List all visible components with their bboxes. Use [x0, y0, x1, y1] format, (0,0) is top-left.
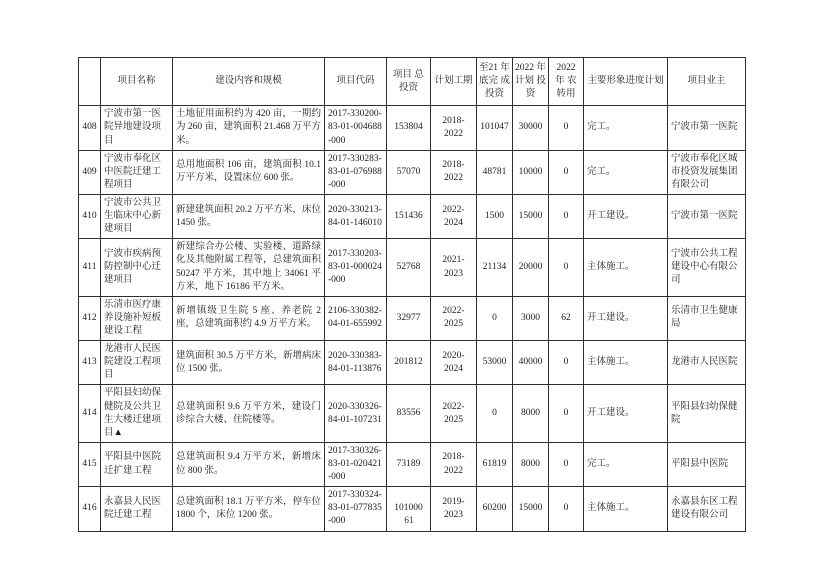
table-cell: 总建筑面积 9.6 万平方米，建设门诊综合大楼、住院楼等。: [173, 385, 325, 442]
table-cell: 龙港市人民医院建设工程项目: [101, 341, 173, 385]
table-cell: 53000: [477, 341, 513, 385]
table-row: [79, 385, 746, 442]
table-header: [79, 58, 746, 106]
header-cell: 2022 年 农转用: [549, 58, 584, 106]
table-cell: 建筑面积 30.5 万平方米，新增病床位 1500 张。: [173, 341, 325, 385]
table-cell: 2021-2023: [431, 239, 477, 296]
table-cell: 完工。: [584, 106, 668, 150]
table-cell: 新增镇级卫生院 5 座、养老院 2 座，总建筑面积约 4.9 万平方米。: [173, 296, 325, 340]
table-cell: 0: [549, 487, 584, 531]
table-cell: 61819: [477, 442, 513, 486]
table-cell: 乐清市医疗康养设施补短板建设工程: [101, 296, 173, 340]
table-row: [79, 341, 746, 385]
header-cell: 项目 总投资: [387, 58, 431, 106]
table-cell: 龙港市人民医院: [668, 341, 746, 385]
table-row: [79, 194, 746, 238]
table-cell: 408: [79, 106, 101, 150]
table-cell: 0: [477, 296, 513, 340]
table-cell: 主体施工。: [584, 487, 668, 531]
table-cell: 2017-330326-83-01-020421-000: [325, 442, 387, 486]
table-cell: 总建筑面积 9.4 万平方米，新增床位 800 张。: [173, 442, 325, 486]
table-cell: 2020-2024: [431, 341, 477, 385]
table-cell: 2017-330203-83-01-000024-000: [325, 239, 387, 296]
table-cell: 开工建设。: [584, 296, 668, 340]
table-cell: 宁波市公共卫生临床中心新建项目: [101, 194, 173, 238]
table-cell: 3000: [513, 296, 549, 340]
header-cell: 项目代码: [325, 58, 387, 106]
table-cell: 平阳县妇幼保健院: [668, 385, 746, 442]
table-cell: 201812: [387, 341, 431, 385]
header-cell: 项目业主: [668, 58, 746, 106]
table-cell: 永嘉县人民医院迁建工程: [101, 487, 173, 531]
table-row: [79, 442, 746, 486]
table-cell: 2020-330326-84-01-107231: [325, 385, 387, 442]
table-cell: 宁波市第一医院: [668, 194, 746, 238]
table-cell: 0: [477, 385, 513, 442]
table-cell: 15000: [513, 194, 549, 238]
table-cell: 完工。: [584, 442, 668, 486]
table-cell: 8000: [513, 385, 549, 442]
table-cell: 2017-330324-83-01-077835-000: [325, 487, 387, 531]
table-row: [79, 296, 746, 340]
table-cell: 57070: [387, 150, 431, 194]
table-cell: 0: [549, 106, 584, 150]
table-cell: 2022-2025: [431, 385, 477, 442]
table-cell: 101000: [387, 487, 431, 531]
page-number: 61: [404, 516, 414, 526]
table-cell: 宁波市公共工程建设中心有限公司: [668, 239, 746, 296]
table-cell: 30000: [513, 106, 549, 150]
table-cell: 73189: [387, 442, 431, 486]
table-cell: 0: [549, 341, 584, 385]
table-cell: 平阳县中医院迁扩建工程: [101, 442, 173, 486]
table-cell: 乐清市卫生健康局: [668, 296, 746, 340]
table-cell: 开工建设。: [584, 194, 668, 238]
header-cell: 主要形象进度计划: [584, 58, 668, 106]
table-body: [79, 106, 746, 531]
table-cell: 410: [79, 194, 101, 238]
table-cell: 宁波市疾病预防控制中心迁建项目: [101, 239, 173, 296]
table-cell: 2106-330382-04-01-655992: [325, 296, 387, 340]
table-cell: 主体施工。: [584, 239, 668, 296]
table-cell: 2017-330200-83-01-004688-000: [325, 106, 387, 150]
table-cell: 永嘉县东区工程建设有限公司: [668, 487, 746, 531]
table-cell: 52768: [387, 239, 431, 296]
table-cell: 10000: [513, 150, 549, 194]
table-cell: 62: [549, 296, 584, 340]
table-cell: 2022-2025: [431, 296, 477, 340]
table-cell: 101047: [477, 106, 513, 150]
table-cell: 411: [79, 239, 101, 296]
table-cell: 2020-330213-84-01-146010: [325, 194, 387, 238]
table-cell: 总建筑面积 18.1 万平方米，停车位 1800 个，床位 1200 张。: [173, 487, 325, 531]
table-cell: 0: [549, 442, 584, 486]
table-cell: 40000: [513, 341, 549, 385]
table-cell: 20000: [513, 239, 549, 296]
table-cell: 416: [79, 487, 101, 531]
table-cell: 2022-2024: [431, 194, 477, 238]
table-cell: 宁波市奉化区中医院迁建工程项目: [101, 150, 173, 194]
table-cell: 409: [79, 150, 101, 194]
table-cell: 0: [549, 239, 584, 296]
table-cell: 宁波市第一医院: [668, 106, 746, 150]
table-cell: 平阳县中医院: [668, 442, 746, 486]
header-cell: 项目名称: [101, 58, 173, 106]
table-cell: 宁波市第一医院异地建设项目: [101, 106, 173, 150]
table-cell: 21134: [477, 239, 513, 296]
table-cell: 414: [79, 385, 101, 442]
table-cell: 8000: [513, 442, 549, 486]
table-cell: 新建综合办公楼、实验楼、道路绿化及其他附属工程等，总建筑面积 50247 平方米，其中地上 34061 平方米，地下 16186 平方米。: [173, 239, 325, 296]
table-cell: 412: [79, 296, 101, 340]
table-cell: 2018-2022: [431, 442, 477, 486]
header-cell: 计划工期: [431, 58, 477, 106]
table-row: [79, 239, 746, 296]
table-cell: 415: [79, 442, 101, 486]
table-cell: 48781: [477, 150, 513, 194]
table-cell: 0: [549, 150, 584, 194]
table-cell: 主体施工。: [584, 341, 668, 385]
table-row: [79, 150, 746, 194]
table-cell: 宁波市奉化区城市投资发展集团有限公司: [668, 150, 746, 194]
table-cell: 完工。: [584, 150, 668, 194]
header-cell: [79, 58, 101, 106]
header-cell: 2022 年 计划 投资: [513, 58, 549, 106]
table-cell: 总用地面积 106 亩，建筑面积 10.1 万平方米，设置床位 600 张。: [173, 150, 325, 194]
table-cell: 0: [549, 194, 584, 238]
table-cell: 新建建筑面积 20.2 万平方米，床位 1450 张。: [173, 194, 325, 238]
table-cell: 1500: [477, 194, 513, 238]
table-cell: 2018-2022: [431, 150, 477, 194]
table-cell: 151436: [387, 194, 431, 238]
table-row: [79, 106, 746, 150]
table-cell: 2019-2023: [431, 487, 477, 531]
table-cell: 83556: [387, 385, 431, 442]
header-row: [79, 58, 746, 106]
projects-table: [78, 57, 746, 532]
table-cell: 153804: [387, 106, 431, 150]
table-cell: 0: [549, 385, 584, 442]
table-cell: 60200: [477, 487, 513, 531]
header-cell: 建设内容和规模: [173, 58, 325, 106]
table-cell: 平阳县妇幼保健院及公共卫生大楼迁建项目▲: [101, 385, 173, 442]
table-cell: 开工建设。: [584, 385, 668, 442]
table-cell: 2018-2022: [431, 106, 477, 150]
table-cell: 土地征用面积约为 420 亩，一期约为 260 亩，建筑面积 21.468 万平方米。: [173, 106, 325, 150]
table-cell: 32977: [387, 296, 431, 340]
table-cell: 2017-330283-83-01-076988-000: [325, 150, 387, 194]
table-cell: 413: [79, 341, 101, 385]
table-cell: 2020-330383-84-01-113876: [325, 341, 387, 385]
header-cell: 至21 年底完 成投资: [477, 58, 513, 106]
table-cell: 15000: [513, 487, 549, 531]
